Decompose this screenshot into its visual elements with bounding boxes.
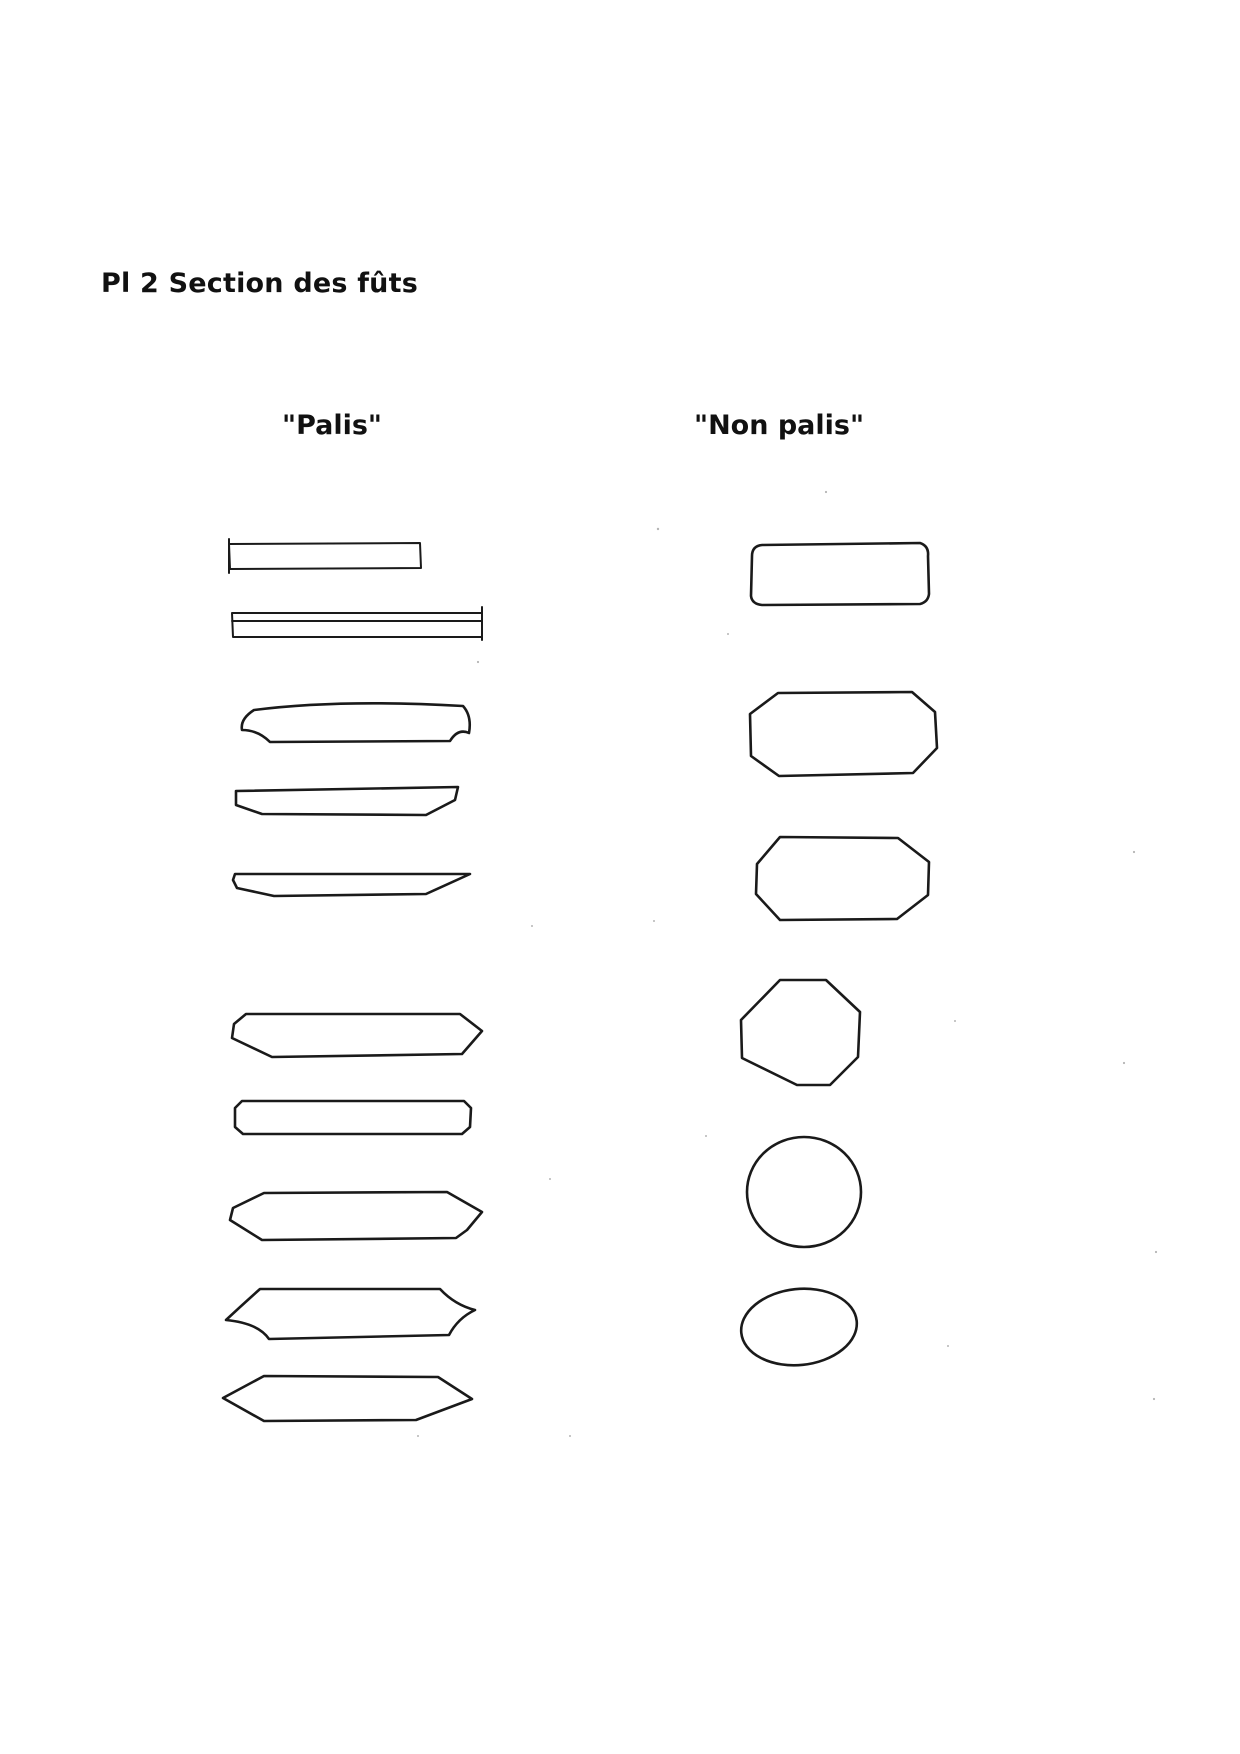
palis-section-5 [233, 874, 470, 896]
palis-section-9 [226, 1289, 475, 1339]
palis-section-2 [232, 607, 482, 640]
palis-section-10 [223, 1376, 472, 1421]
column-label-palis: "Palis" [282, 410, 382, 441]
non-palis-section-4 [741, 980, 860, 1085]
palis-sections [223, 539, 482, 1421]
non-palis-section-5 [747, 1137, 861, 1247]
non-palis-section-6 [737, 1283, 860, 1371]
palis-section-1 [229, 539, 421, 573]
non-palis-section-1 [751, 543, 929, 605]
palis-section-7 [235, 1101, 471, 1134]
non-palis-section-3 [756, 837, 929, 920]
palis-section-3 [242, 703, 470, 742]
palis-section-6 [232, 1014, 482, 1057]
non-palis-section-2 [750, 692, 937, 776]
scan-specks [417, 491, 1157, 1437]
palis-section-4 [236, 787, 458, 815]
plate-title: Pl 2 Section des fûts [101, 268, 418, 299]
column-label-non-palis: "Non palis" [694, 410, 865, 441]
non-palis-sections [737, 543, 937, 1371]
palis-section-8 [230, 1192, 482, 1240]
